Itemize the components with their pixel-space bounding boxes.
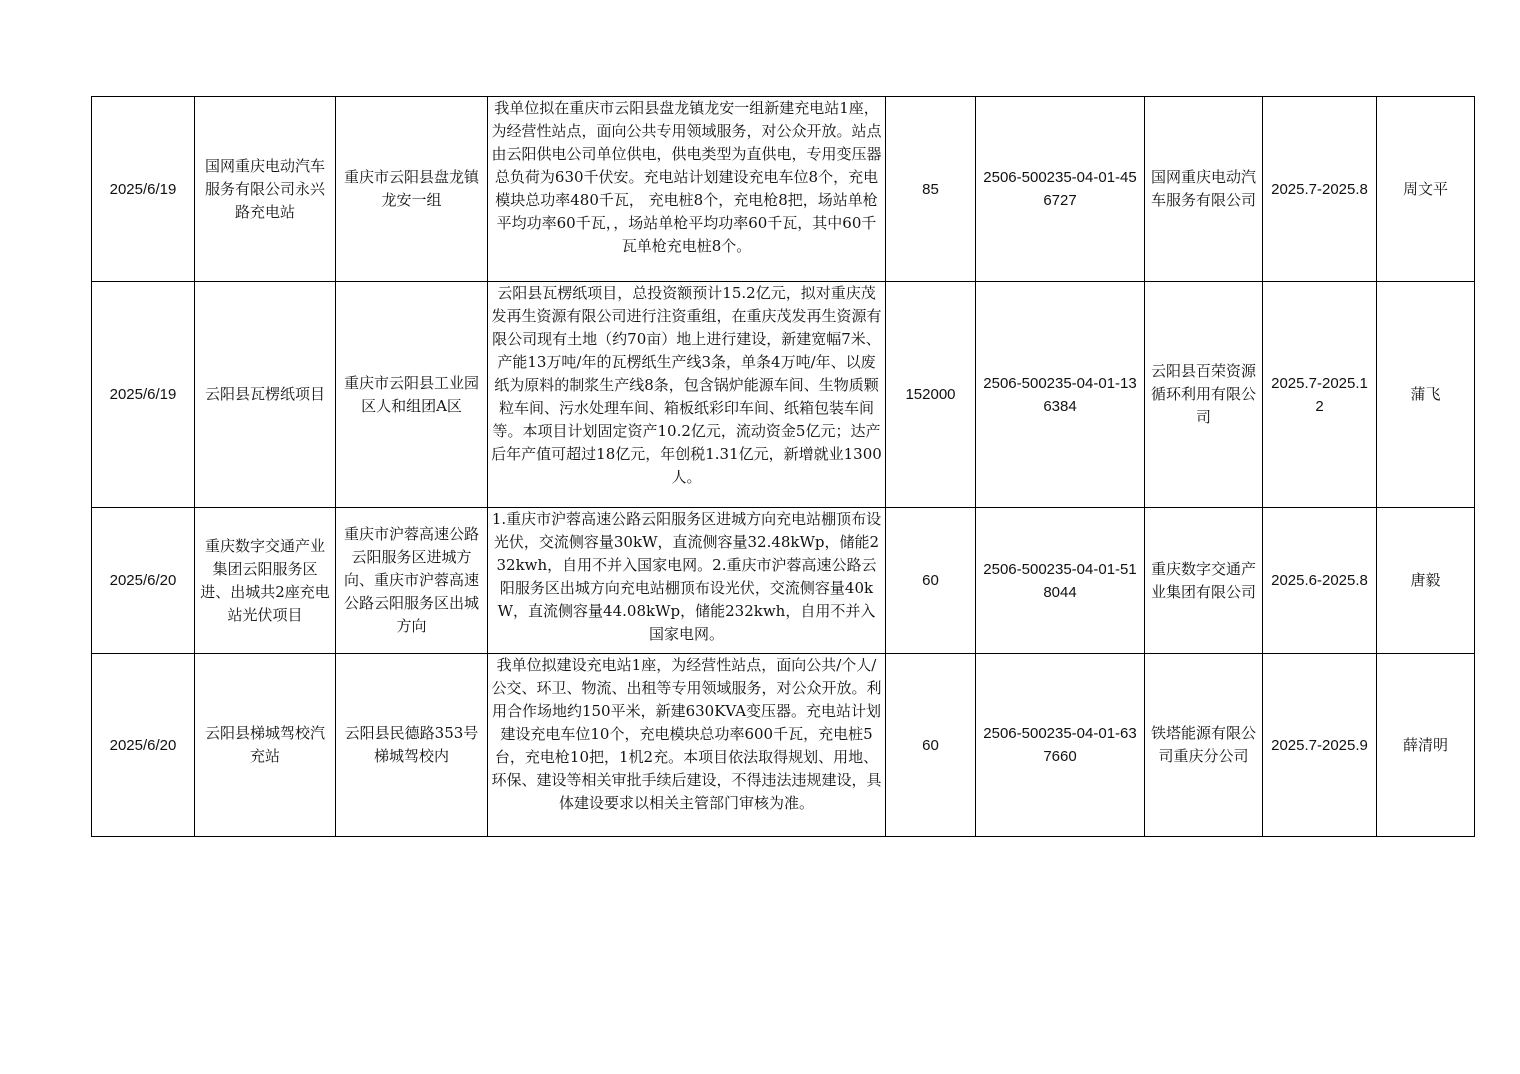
period-cell: 2025.6-2025.8 (1263, 508, 1377, 654)
date-cell: 2025/6/20 (92, 654, 195, 837)
project-code-cell: 2506-500235-04-01-456727 (976, 97, 1145, 282)
description-text: 1.重庆市沪蓉高速公路云阳服务区进城方向充电站棚顶布设光伏，交流侧容量30kW，直流侧容量32.48kWp，储能232kwh，自用不并入国家电网。2.重庆市沪蓉高速公路云阳服务区出城方向充电站棚顶布设光伏，交流侧容量40kW，直流侧容量44.08kWp，储能232kwh，自用不并入国家电网。 (491, 510, 882, 643)
table-row (92, 654, 1475, 837)
investment-cell: 60 (886, 654, 976, 837)
description-text: 云阳县瓦楞纸项目，总投资额预计15.2亿元，拟对重庆茂发再生资源有限公司进行注资重组，在重庆茂发再生资源有限公司现有土地（约70亩）地上进行建设，新建宽幅7米、产能13万吨/年的瓦楞纸生产线3条，单条4万吨/年、以废纸为原料的制浆生产线8条，包含锅炉能源车间、生物质颗粒车间、污水处理车间、箱板纸彩印车间、纸箱包装车间等。本项目计划固定资产10.2亿元，流动资金5亿元；达产后年产值可超过18亿元，年创税1.31亿元，新增就业1300人。 (491, 284, 882, 486)
contact-cell: 周文平 (1377, 97, 1475, 282)
contact-cell: 薛清明 (1377, 654, 1475, 837)
project-name-cell: 云阳县梯城驾校汽充站 (195, 654, 336, 837)
description-cell (488, 654, 886, 837)
location-cell: 重庆市云阳县盘龙镇龙安一组 (336, 97, 488, 282)
period-cell: 2025.7-2025.9 (1263, 654, 1377, 837)
project-code-cell: 2506-500235-04-01-637660 (976, 654, 1145, 837)
records-table (91, 96, 1475, 837)
period-cell: 2025.7-2025.12 (1263, 282, 1377, 508)
period-cell: 2025.7-2025.8 (1263, 97, 1377, 282)
project-name-cell: 云阳县瓦楞纸项目 (195, 282, 336, 508)
location-cell: 重庆市云阳县工业园区人和组团A区 (336, 282, 488, 508)
contact-cell: 唐毅 (1377, 508, 1475, 654)
company-cell: 铁塔能源有限公司重庆分公司 (1145, 654, 1263, 837)
table-row (92, 508, 1475, 654)
company-cell: 国网重庆电动汽车服务有限公司 (1145, 97, 1263, 282)
date-cell: 2025/6/20 (92, 508, 195, 654)
description-cell (488, 508, 886, 654)
description-text: 我单位拟在重庆市云阳县盘龙镇龙安一组新建充电站1座，为经营性站点，面向公共专用领域服务，对公众开放。站点由云阳供电公司单位供电，供电类型为直供电，专用变压器总负荷为630千伏安。充电站计划建设充电车位8个，充电模块总功率480千瓦， 充电桩8个，充电枪8把，场站单枪平均功率60千瓦，，场站单枪平均功率60千瓦，其中60千瓦单枪充电桩8个。 (491, 99, 882, 255)
company-cell: 重庆数字交通产业集团有限公司 (1145, 508, 1263, 654)
project-code-cell: 2506-500235-04-01-518044 (976, 508, 1145, 654)
description-cell (488, 282, 886, 508)
table-row (92, 97, 1475, 282)
company-cell: 云阳县百荣资源循环利用有限公司 (1145, 282, 1263, 508)
project-name-cell: 国网重庆电动汽车服务有限公司永兴路充电站 (195, 97, 336, 282)
investment-cell: 152000 (886, 282, 976, 508)
project-name-cell: 重庆数字交通产业集团云阳服务区进、出城共2座充电站光伏项目 (195, 508, 336, 654)
project-code-cell: 2506-500235-04-01-136384 (976, 282, 1145, 508)
date-cell: 2025/6/19 (92, 282, 195, 508)
location-cell: 重庆市沪蓉高速公路云阳服务区进城方向、重庆市沪蓉高速公路云阳服务区出城方向 (336, 508, 488, 654)
investment-cell: 60 (886, 508, 976, 654)
contact-cell: 蒲飞 (1377, 282, 1475, 508)
table-row (92, 282, 1475, 508)
investment-cell: 85 (886, 97, 976, 282)
location-cell: 云阳县民德路353号梯城驾校内 (336, 654, 488, 837)
description-cell (488, 97, 886, 282)
date-cell: 2025/6/19 (92, 97, 195, 282)
description-text: 我单位拟建设充电站1座，为经营性站点，面向公共/个人/公交、环卫、物流、出租等专用领域服务，对公众开放。利用合作场地约150平米，新建630KVA变压器。充电站计划建设充电车位10个，充电模块总功率600千瓦，充电桩5台，充电枪10把，1机2充。本项目依法取得规划、用地、环保、建设等相关审批手续后建设，不得违法违规建设，具体建设要求以相关主管部门审核为准。 (491, 656, 882, 812)
